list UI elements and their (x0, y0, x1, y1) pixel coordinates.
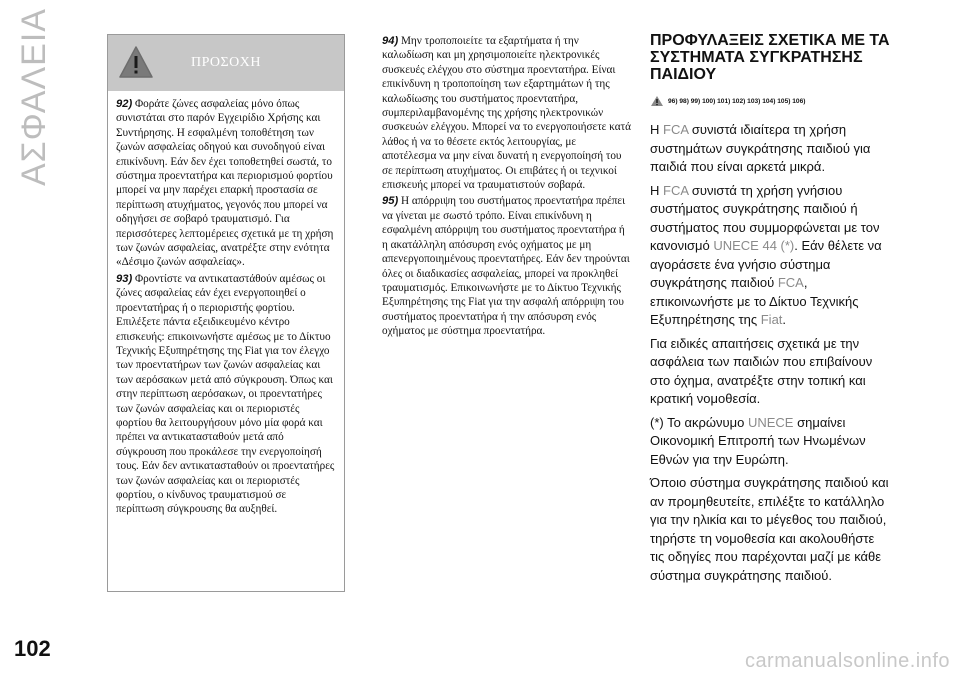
brand-text: FCA (663, 182, 689, 198)
paragraph (650, 121, 890, 177)
acronym-text: UNECE (747, 414, 794, 430)
warning-item (382, 194, 632, 338)
item-text: Μην τροποποιείτε τα εξαρτήματα ή την καλωδίωση και μη χρησιμοποιείτε ηλεκτρονικές συσκευές ελέγχου στο σύστημα προεντατήρα. Είναι επικίνδυνη η τροποποίηση των εξαρτημάτων ή της καλωδίωσης του συστήματος προεντατήρα, συμπεριλαμβανομένης της χρήσης ηλεκτρονικών συσκευών ελέγχου. Μπορεί να το ενεργοποιήσετε κατά λάθος ή να το θέσετε εκτός λειτουργίας, με αποτέλεσμα να μην είναι δυνατή η ενεργοποίησή του σε περίπτωση ατυχήματος. Οι επιβάτες ή οι τεχνικοί επισκευής μπορεί να τραυματιστούν σοβαρά. (382, 35, 631, 192)
item-text: Φοράτε ζώνες ασφαλείας μόνο όπως συνιστάται στο παρόν Εγχειρίδιο Χρήσης και Συντήρησης. Η εσφαλμένη τοποθέτηση των ζωνών ασφαλείας οδηγού και συνοδηγού είναι επικίνδυνη. Εάν δεν έχει τοποθετηθεί σωστά, το σύστημα προεντατήρα και περιορισμού φορτίου μπορεί να μην παρέχει επαρκή προστασία σε περίπτωση ατυχήματος, γεγονός που μπορεί να οδηγήσει σε σοβαρό τραυματισμό. Για περισσότερες λεπτομέρειες σχετικά με τη χρήση των ζωνών ασφαλείας, ανατρέξτε στην ενότητα «Δέσιμο ζωνών ασφαλείας». (116, 98, 334, 269)
section-title: ΠΡΟΦΥΛΑΞΕΙΣ ΣΧΕΤΙΚΑ ΜΕ ΤΑ ΣΥΣΤΗΜΑΤΑ ΣΥΓΚΡΑΤΗΣΗΣ ΠΑΙΔΙΟΥ (650, 32, 890, 83)
text-run: συνιστά ιδιαίτερα τη χρήση συστημάτων συγκράτησης παιδιού για παιδιά που είναι αρκετά μικρά. (650, 122, 871, 174)
warning-references (650, 95, 890, 107)
reference-numbers: 96) 98) 99) 100) 101) 102) 103) 104) 105) 106) (668, 97, 806, 105)
item-text: Η απόρριψη του συστήματος προεντατήρα πρέπει να γίνεται με σωστό τρόπο. Είναι επικίνδυνη η εσφαλμένη απόρριψη του συστήματος προεντατήρα ή η ακατάλληλη απόσυρση ενός οχήματος με μη απενεργοποιημένους προεντατήρες. Εάν δεν τηρούνται όλες οι διαδικασίες ασφαλείας, μπορεί να προκληθεί τραυματισμός. Επικοινωνήστε με το Δίκτυο Τεχνικής Εξυπηρέτησης της Fiat για την ασφαλή απόρριψη του συστήματος προεντατήρα ή την απόσυρση ενός οχήματος με σύστημα προεντατήρα. (382, 195, 630, 338)
page-number: 102 (14, 636, 51, 661)
text-run: . (782, 312, 787, 327)
warning-item (382, 34, 632, 192)
text-run: σημαίνει Οικονομική Επιτροπή των Ηνωμένων Εθνών για την Ευρώπη. (650, 414, 866, 467)
item-text: Φροντίστε να αντικαταστάθούν αμέσως οι ζώνες ασφαλείας εάν έχει ενεργοποιηθεί ο προεντατήρας ή ο περιοριστής φορτίου. Επιλέξετε πάντα εξειδικευμένο κέντρο επισκευής: επικοινωνήστε αμέσως με το Δίκτυο Τεχνικής Εξυπηρέτησης της Fiat για τον έλεγχο των προεντατήρων των ζωνών ασφαλείας και των αερόσακων μετά από σύγκρουση. Όπως και στην περίπτωση αερόσακων, οι προεντατήρες των ζωνών ασφαλείας και οι περιοριστές φορτίου θα λειτουργήσουν μόνο μία φορά και πρέπει να αντικατασταθούν μετά από σύγκρουση που προκάλεσε την ενεργοποίησή τους. Εάν δεν αντικατασταθούν οι προεντατήρες των ζωνών ασφαλείας και οι περιοριστές φορτίου, ο κίνδυνος τραυματισμού σε περίπτωση σύγκρουσης θα αυξηθεί. (116, 272, 335, 516)
warning-title: ΠΡΟΣΟΧΗ (191, 55, 261, 70)
brand-text: Fiat (760, 312, 783, 327)
right-column (650, 32, 890, 590)
warning-item (116, 97, 337, 270)
paragraph: Για ειδικές απαιτήσεις σχετικά με την ασφάλεια των παιδιών που επιβαίνουν στο όχημα, ανατρέξτε στην τοπική και κρατική νομοθεσία. (650, 335, 873, 406)
section-tab-label: ΑΣΦΑΛΕΙΑ (14, 8, 53, 187)
middle-column (382, 34, 632, 341)
warning-item (116, 272, 337, 517)
item-number: 92) (116, 98, 133, 110)
paragraph: Όποιο σύστημα συγκράτησης παιδιού και αν προμηθευτείτε, επιλέξτε το κατάλληλο για την ηλικία και το μέγεθος του παιδιού, τηρήστε τη νομοθεσία και ακολουθήστε τις οδηγίες που παρέχονται μαζί με κάθε σύστημα συγκράτησης παιδιού. (650, 475, 889, 583)
paragraph (650, 182, 890, 330)
text-run: , επικοινωνήστε με το Δίκτυο Τεχνικής Εξυπηρέτησης της (650, 275, 859, 327)
brand-text: FCA (777, 275, 804, 290)
text-run: Η (650, 122, 663, 137)
warning-box (107, 34, 345, 592)
watermark: carmanualsonline.info (744, 650, 950, 672)
text-run: (*) Το ακρώνυμο (650, 414, 748, 430)
warning-header (108, 35, 344, 91)
text-run: . Εάν θέλετε να αγοράσετε ένα γνήσιο σύστημα συγκράτησης παιδιού (650, 238, 882, 290)
item-number: 93) (116, 272, 133, 285)
warning-body (108, 91, 344, 517)
brand-text: FCA (663, 122, 689, 137)
warning-triangle-icon (650, 95, 664, 107)
text-run: Η (650, 182, 663, 198)
paragraph (650, 414, 890, 470)
item-number: 94) (382, 35, 399, 47)
regulation-text: UNECE 44 (*) (713, 238, 795, 253)
text-run: συνιστά τη χρήση γνήσιου συστήματος συγκράτησης παιδιού ή συστήματος που συμμορφώνεται με τον κανονισμό (650, 182, 880, 253)
item-number: 95) (382, 195, 399, 208)
section-side-tab (14, 8, 54, 218)
warning-triangle-icon (118, 45, 154, 79)
